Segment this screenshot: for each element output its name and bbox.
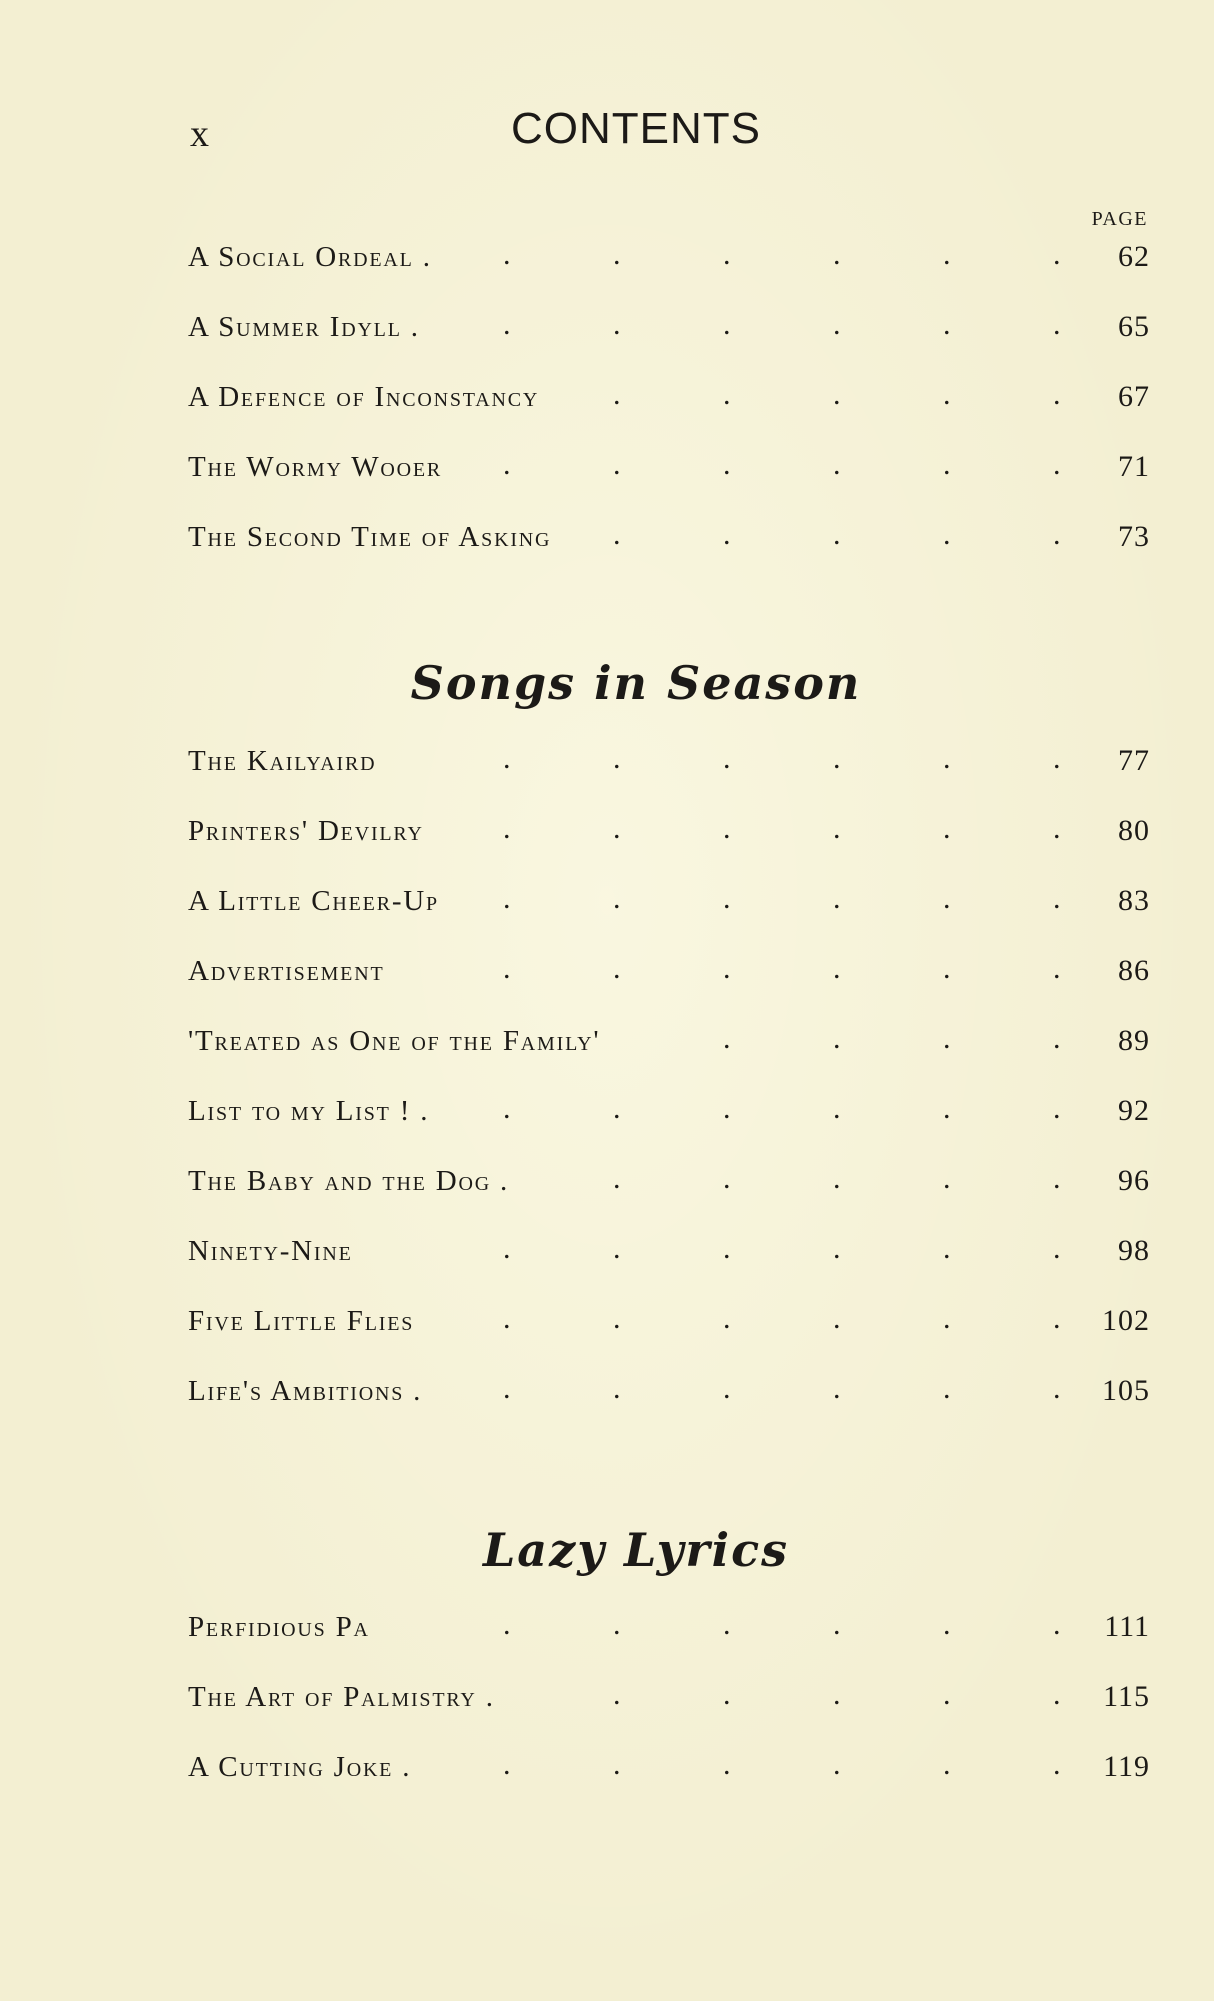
section-heading-songs-in-season: Songs in Season bbox=[410, 656, 862, 710]
leader-dot: . bbox=[833, 1608, 841, 1641]
leader-dot: . bbox=[1053, 1608, 1061, 1641]
leader-dot: . bbox=[1053, 1162, 1061, 1195]
entry-page-number: 102 bbox=[1102, 1304, 1150, 1337]
leader-dot: . bbox=[613, 308, 621, 341]
entry-title: A Defence of Inconstancy bbox=[188, 380, 540, 413]
leader-dot: . bbox=[943, 1022, 951, 1055]
leader-dot: . bbox=[943, 1092, 951, 1125]
leader-dot: . bbox=[503, 1302, 511, 1335]
entry-title: The Baby and the Dog . bbox=[188, 1164, 510, 1197]
entry-title: Ninety-Nine bbox=[188, 1234, 353, 1267]
leader-dot: . bbox=[833, 812, 841, 845]
leader-dot: . bbox=[943, 812, 951, 845]
entry-page-number: 86 bbox=[1118, 954, 1150, 987]
folio-number: x bbox=[190, 113, 210, 155]
leader-dot: . bbox=[1053, 1678, 1061, 1711]
leader-dot: . bbox=[833, 378, 841, 411]
toc-entry bbox=[188, 1732, 1150, 1802]
leader-dot: . bbox=[723, 742, 731, 775]
leader-dot: . bbox=[833, 1748, 841, 1781]
entry-title: The Wormy Wooer bbox=[188, 450, 443, 483]
toc-entry bbox=[188, 1216, 1150, 1286]
leader-dot: . bbox=[943, 378, 951, 411]
leader-dot: . bbox=[723, 812, 731, 845]
entry-title: Life's Ambitions . bbox=[188, 1374, 423, 1407]
leader-dot: . bbox=[1053, 952, 1061, 985]
entry-page-number: 65 bbox=[1118, 310, 1150, 343]
leader-dot: . bbox=[503, 308, 511, 341]
entry-page-number: 96 bbox=[1118, 1164, 1150, 1197]
leader-dot: . bbox=[1053, 812, 1061, 845]
leader-dot: . bbox=[723, 1162, 731, 1195]
leader-dot: . bbox=[723, 1232, 731, 1265]
entry-page-number: 83 bbox=[1118, 884, 1150, 917]
leader-dot: . bbox=[1053, 1092, 1061, 1125]
toc-entry bbox=[188, 866, 1150, 936]
leader-dot: . bbox=[943, 1372, 951, 1405]
toc-entry bbox=[188, 1286, 1150, 1356]
toc-entry bbox=[188, 1146, 1150, 1216]
leader-dot: . bbox=[613, 812, 621, 845]
entry-title: A Summer Idyll . bbox=[188, 310, 420, 343]
entry-page-number: 71 bbox=[1118, 450, 1150, 483]
toc-entry bbox=[188, 222, 1150, 292]
entry-title: Perfidious Pa bbox=[188, 1610, 370, 1643]
leader-dot: . bbox=[503, 1608, 511, 1641]
leader-dot: . bbox=[943, 308, 951, 341]
toc-entry bbox=[188, 1592, 1150, 1662]
leader-dot: . bbox=[943, 1232, 951, 1265]
leader-dot: . bbox=[833, 952, 841, 985]
leader-dot: . bbox=[943, 1302, 951, 1335]
leader-dot: . bbox=[613, 1302, 621, 1335]
entry-page-number: 105 bbox=[1102, 1374, 1150, 1407]
leader-dot: . bbox=[943, 952, 951, 985]
leader-dot: . bbox=[503, 952, 511, 985]
toc-entry bbox=[188, 936, 1150, 1006]
leader-dot: . bbox=[503, 742, 511, 775]
leader-dot: . bbox=[1053, 378, 1061, 411]
leader-dot: . bbox=[503, 812, 511, 845]
leader-dot: . bbox=[1053, 448, 1061, 481]
toc-entry bbox=[188, 292, 1150, 362]
leader-dot: . bbox=[503, 1092, 511, 1125]
leader-dot: . bbox=[503, 1748, 511, 1781]
toc-entry bbox=[188, 726, 1150, 796]
entry-title: Advertisement bbox=[188, 954, 385, 987]
leader-dot: . bbox=[833, 882, 841, 915]
toc-entry bbox=[188, 1006, 1150, 1076]
toc-entry bbox=[188, 1076, 1150, 1146]
leader-dot: . bbox=[613, 742, 621, 775]
entry-title: Printers' Devilry bbox=[188, 814, 424, 847]
leader-dot: . bbox=[723, 1748, 731, 1781]
leader-dot: . bbox=[723, 952, 731, 985]
leader-dot: . bbox=[833, 1372, 841, 1405]
leader-dot: . bbox=[613, 1678, 621, 1711]
leader-dot: . bbox=[723, 1678, 731, 1711]
leader-dot: . bbox=[1053, 1022, 1061, 1055]
entry-page-number: 115 bbox=[1103, 1680, 1150, 1713]
leader-dot: . bbox=[503, 448, 511, 481]
entry-page-number: 98 bbox=[1118, 1234, 1150, 1267]
leader-dot: . bbox=[613, 1092, 621, 1125]
entry-page-number: 80 bbox=[1118, 814, 1150, 847]
leader-dot: . bbox=[943, 1608, 951, 1641]
entry-title: 'Treated as One of the Family' bbox=[188, 1024, 601, 1057]
leader-dot: . bbox=[943, 882, 951, 915]
leader-dot: . bbox=[613, 448, 621, 481]
toc-entry bbox=[188, 1662, 1150, 1732]
leader-dot: . bbox=[943, 742, 951, 775]
section-heading-lazy-lyrics: Lazy Lyrics bbox=[482, 1523, 790, 1577]
leader-dot: . bbox=[613, 378, 621, 411]
leader-dot: . bbox=[1053, 1232, 1061, 1265]
entry-page-number: 73 bbox=[1118, 520, 1150, 553]
entry-title: The Art of Palmistry . bbox=[188, 1680, 495, 1713]
leader-dot: . bbox=[1053, 308, 1061, 341]
leader-dot: . bbox=[943, 238, 951, 271]
leader-dot: . bbox=[1053, 518, 1061, 551]
leader-dot: . bbox=[833, 1022, 841, 1055]
entry-page-number: 111 bbox=[1104, 1610, 1150, 1643]
leader-dot: . bbox=[503, 882, 511, 915]
leader-dot: . bbox=[833, 1678, 841, 1711]
entry-title: Five Little Flies bbox=[188, 1304, 415, 1337]
entry-page-number: 92 bbox=[1118, 1094, 1150, 1127]
toc-entry bbox=[188, 432, 1150, 502]
leader-dot: . bbox=[503, 238, 511, 271]
leader-dot: . bbox=[613, 238, 621, 271]
leader-dot: . bbox=[833, 742, 841, 775]
contents-group-1 bbox=[188, 222, 1150, 572]
entry-title: The Kailyaird bbox=[188, 744, 377, 777]
leader-dot: . bbox=[723, 308, 731, 341]
leader-dot: . bbox=[1053, 1748, 1061, 1781]
leader-dot: . bbox=[833, 238, 841, 271]
leader-dot: . bbox=[943, 1748, 951, 1781]
leader-dot: . bbox=[833, 1162, 841, 1195]
leader-dot: . bbox=[1053, 882, 1061, 915]
leader-dot: . bbox=[833, 1302, 841, 1335]
leader-dot: . bbox=[613, 518, 621, 551]
entry-page-number: 77 bbox=[1118, 744, 1150, 777]
leader-dot: . bbox=[723, 1022, 731, 1055]
leader-dot: . bbox=[613, 952, 621, 985]
leader-dot: . bbox=[833, 518, 841, 551]
leader-dot: . bbox=[723, 882, 731, 915]
leader-dot: . bbox=[503, 1372, 511, 1405]
leader-dot: . bbox=[613, 1162, 621, 1195]
leader-dot: . bbox=[613, 1232, 621, 1265]
entry-page-number: 89 bbox=[1118, 1024, 1150, 1057]
entry-page-number: 119 bbox=[1103, 1750, 1150, 1783]
leader-dot: . bbox=[723, 448, 731, 481]
leader-dot: . bbox=[613, 1608, 621, 1641]
entry-page-number: 67 bbox=[1118, 380, 1150, 413]
page-column-label: PAGE bbox=[1091, 208, 1148, 230]
leader-dot: . bbox=[723, 238, 731, 271]
leader-dot: . bbox=[613, 1372, 621, 1405]
leader-dot: . bbox=[503, 1232, 511, 1265]
entry-title: A Cutting Joke . bbox=[188, 1750, 412, 1783]
leader-dot: . bbox=[1053, 1302, 1061, 1335]
leader-dot: . bbox=[1053, 742, 1061, 775]
leader-dot: . bbox=[943, 448, 951, 481]
entry-title: The Second Time of Asking bbox=[188, 520, 552, 553]
running-head: CONTENTS bbox=[511, 104, 761, 153]
leader-dot: . bbox=[723, 1372, 731, 1405]
leader-dot: . bbox=[723, 1302, 731, 1335]
leader-dot: . bbox=[1053, 1372, 1061, 1405]
entry-title: List to my List ! . bbox=[188, 1094, 430, 1127]
entry-title: A Social Ordeal . bbox=[188, 240, 432, 273]
leader-dot: . bbox=[943, 1678, 951, 1711]
leader-dot: . bbox=[723, 518, 731, 551]
entry-page-number: 62 bbox=[1118, 240, 1150, 273]
leader-dot: . bbox=[723, 378, 731, 411]
leader-dot: . bbox=[613, 882, 621, 915]
toc-entry bbox=[188, 1356, 1150, 1426]
leader-dot: . bbox=[613, 1748, 621, 1781]
contents-group-2 bbox=[188, 726, 1150, 1426]
leader-dot: . bbox=[943, 1162, 951, 1195]
entry-title: A Little Cheer-Up bbox=[188, 884, 439, 917]
leader-dot: . bbox=[1053, 238, 1061, 271]
toc-entry bbox=[188, 796, 1150, 866]
leader-dot: . bbox=[833, 1092, 841, 1125]
toc-entry bbox=[188, 502, 1150, 572]
leader-dot: . bbox=[723, 1608, 731, 1641]
toc-entry bbox=[188, 362, 1150, 432]
contents-group-3 bbox=[188, 1592, 1150, 1802]
leader-dot: . bbox=[833, 448, 841, 481]
leader-dot: . bbox=[943, 518, 951, 551]
leader-dot: . bbox=[833, 1232, 841, 1265]
leader-dot: . bbox=[833, 308, 841, 341]
leader-dot: . bbox=[723, 1092, 731, 1125]
